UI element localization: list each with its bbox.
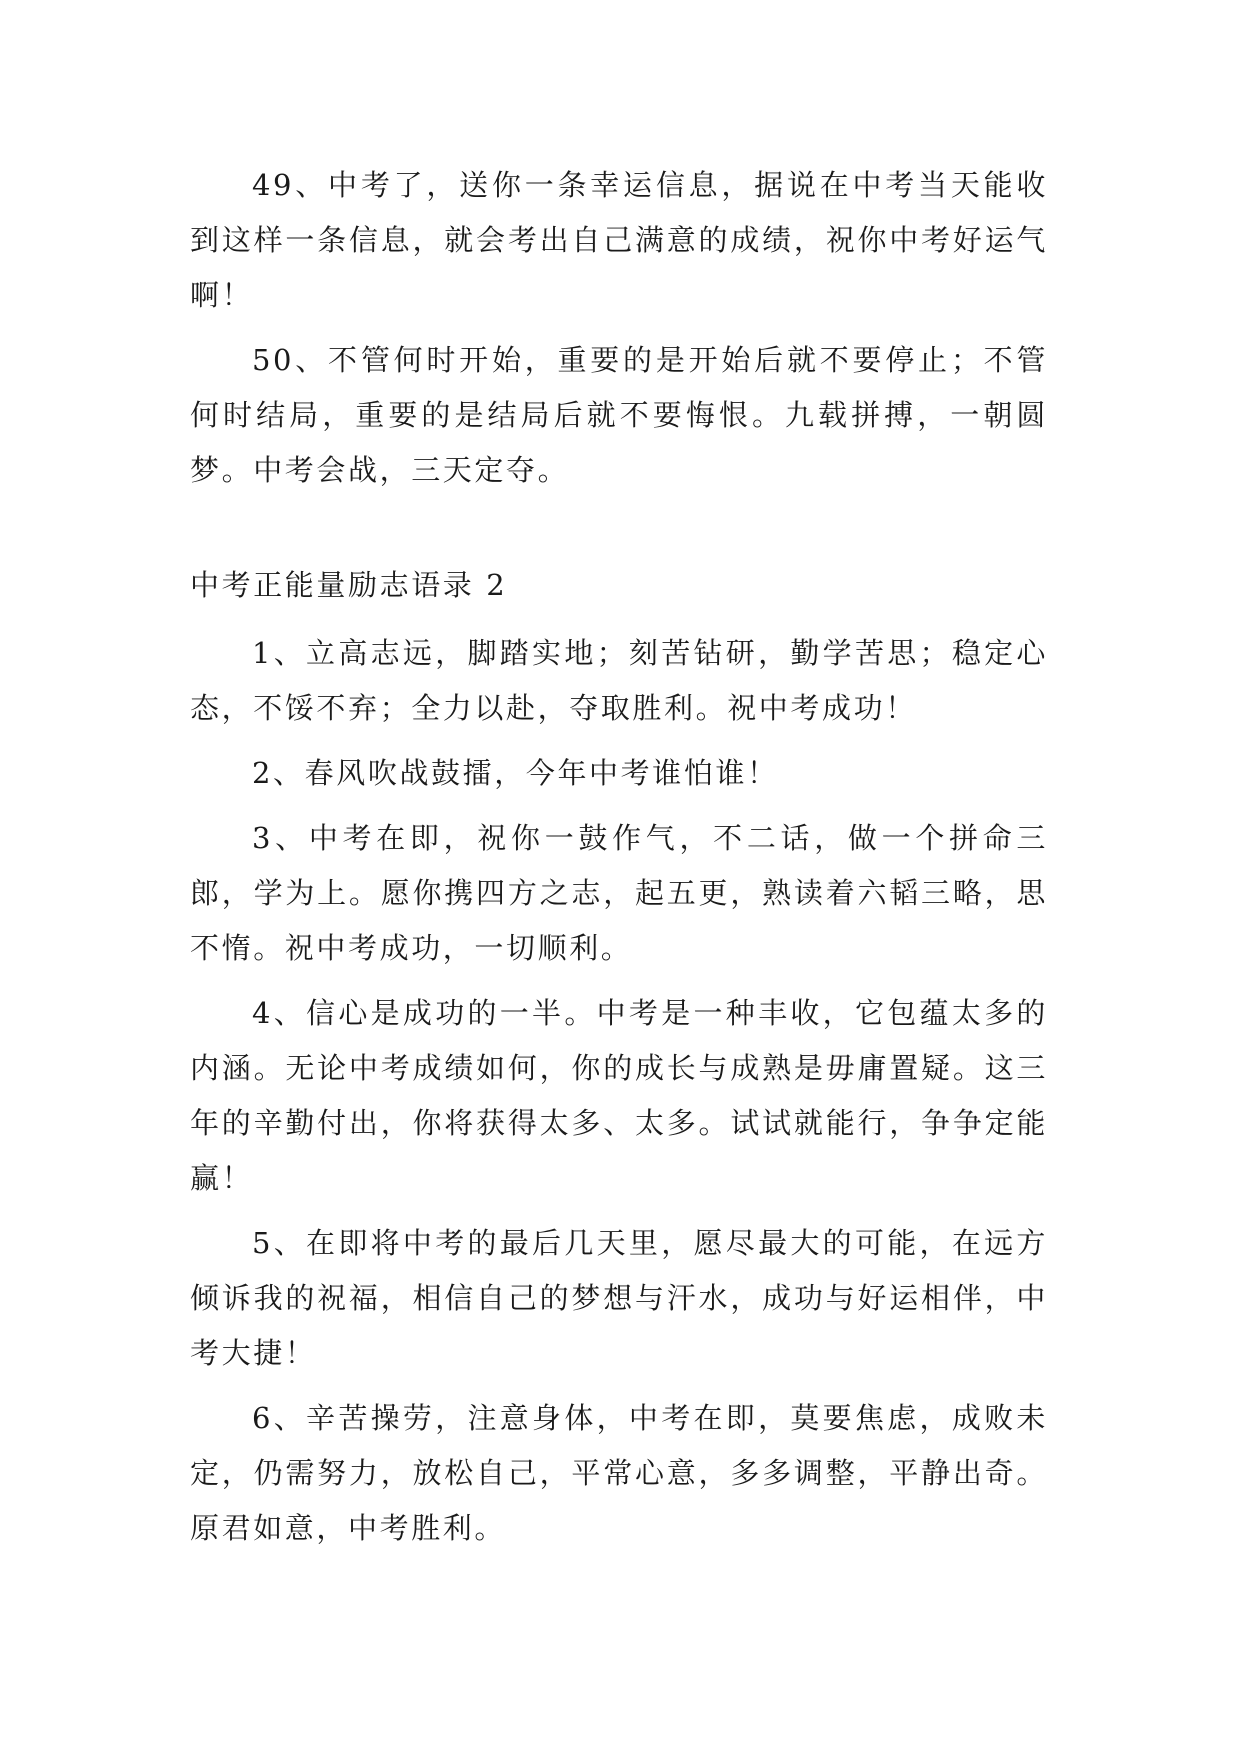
section-1 — [190, 158, 1048, 508]
section-2 — [190, 626, 1048, 1566]
paragraph-4: 4、信心是成功的一半。中考是一种丰收，它包蕴太多的内涵。无论中考成绩如何，你的成长与成熟是毋庸置疑。这三年的辛勤付出，你将获得太多、太多。试试就能行，争争定能赢！ — [190, 996, 1048, 1195]
paragraph-2: 2、春风吹战鼓擂，今年中考谁怕谁！ — [252, 756, 779, 790]
paragraph-49: 49、中考了，送你一条幸运信息，据说在中考当天能收到这样一条信息，就会考出自己满意的成绩，祝你中考好运气啊！ — [190, 168, 1048, 312]
paragraph-50: 50、不管何时开始，重要的是开始后就不要停止；不管何时结局，重要的是结局后就不要悔恨。九载拼搏，一朝圆梦。中考会战，三天定夺。 — [190, 343, 1048, 487]
paragraph-1: 1、立高志远，脚踏实地；刻苦钻研，勤学苦思；稳定心态，不馁不弃；全力以赴，夺取胜利。祝中考成功！ — [190, 636, 1048, 725]
paragraph-3: 3、中考在即，祝你一鼓作气，不二话，做一个拼命三郎，学为上。愿你携四方之志，起五更，熟读着六韬三略，思不惰。祝中考成功，一切顺利。 — [190, 821, 1048, 965]
paragraph-6: 6、辛苦操劳，注意身体，中考在即，莫要焦虑，成败未定，仍需努力，放松自己，平常心意，多多调整，平静出奇。原君如意，中考胜利。 — [190, 1401, 1048, 1545]
paragraph-5: 5、在即将中考的最后几天里，愿尽最大的可能，在远方倾诉我的祝福，相信自己的梦想与汗水，成功与好运相伴，中考大捷！ — [190, 1226, 1048, 1370]
section-heading: 中考正能量励志语录 2 — [190, 568, 508, 602]
